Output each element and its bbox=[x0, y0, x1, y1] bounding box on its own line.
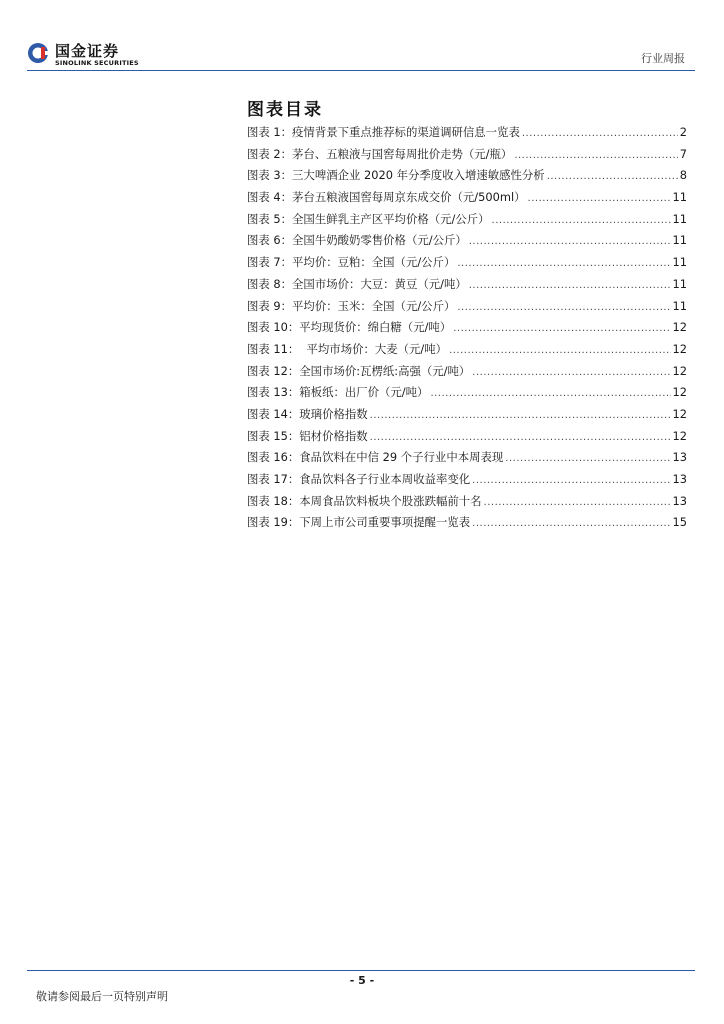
toc-entry-label: 图表 17：食品饮料各子行业本周收益率变化 bbox=[247, 472, 471, 486]
sinolink-logo-icon bbox=[27, 42, 49, 64]
page-header bbox=[27, 40, 695, 72]
toc-entry-label: 图表 6：全国牛奶酸奶零售价格（元/公斤） bbox=[247, 233, 467, 248]
toc-entry-page: 13 bbox=[672, 493, 687, 508]
toc-entry-page: 12 bbox=[672, 428, 687, 443]
toc-entry[interactable] bbox=[247, 363, 687, 385]
toc-entry[interactable] bbox=[247, 189, 687, 211]
toc-leader-dots bbox=[449, 345, 670, 356]
toc-entry-page: 15 bbox=[672, 515, 687, 530]
toc-leader-dots bbox=[469, 236, 671, 247]
toc-entry[interactable] bbox=[247, 384, 687, 406]
toc-entry[interactable] bbox=[247, 211, 687, 233]
toc-entry-label: 图表 9：平均价：玉米：全国（元/公斤） bbox=[247, 298, 456, 313]
toc-entry-label: 图表 12：全国市场价:瓦楞纸:高强（元/吨） bbox=[247, 363, 471, 378]
page-number: - 5 - bbox=[349, 974, 375, 987]
toc-entry-page: 12 bbox=[672, 341, 687, 356]
toc-leader-dots bbox=[505, 453, 670, 464]
logo-english-name: SINOLINK SECURITIES bbox=[55, 59, 139, 67]
toc-entry-label: 图表 1：疫情背景下重点推荐标的渠道调研信息一览表 bbox=[247, 125, 520, 139]
toc-entry-page: 11 bbox=[672, 190, 687, 205]
toc-leader-dots bbox=[469, 280, 671, 291]
toc-entry-page: 11 bbox=[672, 276, 687, 291]
toc-entry[interactable] bbox=[247, 341, 687, 363]
toc-entry-page: 13 bbox=[672, 472, 687, 486]
toc-entry-label: 图表 2：茅台、五粮液与国窖每周批价走势（元/瓶） bbox=[247, 146, 513, 161]
toc-entry[interactable] bbox=[247, 276, 687, 298]
toc-entry[interactable] bbox=[247, 471, 687, 493]
toc-entry[interactable] bbox=[247, 298, 687, 320]
toc-leader-dots bbox=[370, 432, 671, 443]
toc-entry-label: 图表 13：箱板纸：出厂价（元/吨） bbox=[247, 385, 429, 400]
toc-entry[interactable] bbox=[247, 449, 687, 471]
toc-entry-label: 图表 11： 平均市场价：大麦（元/吨） bbox=[247, 341, 448, 356]
disclaimer-note: 敬请参阅最后一页特别声明 bbox=[36, 990, 168, 1003]
toc-entry-page: 12 bbox=[672, 406, 687, 421]
toc-entry-page: 11 bbox=[672, 255, 687, 270]
toc-leader-dots bbox=[514, 150, 677, 161]
toc-entry-label: 图表 19：下周上市公司重要事项提醒一览表 bbox=[247, 515, 471, 530]
toc-leader-dots bbox=[484, 497, 671, 508]
toc-leader-dots bbox=[547, 171, 678, 182]
toc-entry-page: 11 bbox=[672, 298, 687, 313]
toc-leader-dots bbox=[472, 367, 670, 378]
toc-leader-dots bbox=[528, 193, 671, 204]
toc-entry-page: 12 bbox=[672, 320, 687, 335]
toc-entry-page: 2 bbox=[679, 125, 687, 139]
logo-chinese-name: 国金证券 bbox=[55, 42, 120, 60]
toc-entry-label: 图表 15：铝材价格指数 bbox=[247, 428, 368, 443]
toc-entry-page: 11 bbox=[672, 211, 687, 226]
toc-entry[interactable] bbox=[247, 493, 687, 515]
toc-entry-label: 图表 4：茅台五粮液国窖每周京东成交价（元/500ml） bbox=[247, 190, 526, 205]
toc-leader-dots bbox=[430, 388, 670, 399]
footer-divider bbox=[27, 970, 695, 971]
toc-leader-dots bbox=[370, 410, 671, 421]
toc-entry-page: 7 bbox=[679, 146, 687, 161]
toc-leader-dots bbox=[457, 258, 670, 269]
toc-entry-page: 8 bbox=[679, 168, 687, 183]
toc-leader-dots bbox=[453, 323, 670, 334]
header-divider bbox=[27, 70, 695, 71]
toc-entry-page: 12 bbox=[672, 363, 687, 378]
toc-entry-label: 图表 3：三大啤酒企业 2020 年分季度收入增速敏感性分析 bbox=[247, 168, 545, 183]
toc-entry-label: 图表 5：全国生鲜乳主产区平均价格（元/公斤） bbox=[247, 211, 490, 226]
toc-entry[interactable] bbox=[247, 428, 687, 450]
toc-entry-label: 图表 10：平均现货价：绵白糖（元/吨） bbox=[247, 320, 452, 335]
toc-entry[interactable] bbox=[247, 146, 687, 168]
toc-leader-dots bbox=[492, 215, 671, 226]
toc-entry[interactable] bbox=[247, 167, 687, 189]
toc-entry[interactable] bbox=[247, 319, 687, 341]
toc-leader-dots bbox=[472, 518, 670, 529]
toc-entry[interactable] bbox=[247, 124, 687, 146]
toc-leader-dots bbox=[472, 475, 670, 486]
toc-list bbox=[247, 124, 687, 536]
toc-entry-page: 12 bbox=[672, 385, 687, 400]
toc-entry[interactable] bbox=[247, 254, 687, 276]
toc-title: 图表目录 bbox=[247, 100, 323, 120]
toc-entry-label: 图表 8：全国市场价：大豆：黄豆（元/吨） bbox=[247, 276, 467, 291]
toc-leader-dots bbox=[522, 128, 678, 139]
toc-entry[interactable] bbox=[247, 232, 687, 254]
report-type: 行业周报 bbox=[641, 52, 685, 65]
toc-entry[interactable] bbox=[247, 514, 687, 536]
toc-entry[interactable] bbox=[247, 406, 687, 428]
toc-entry-page: 13 bbox=[672, 450, 687, 465]
toc-leader-dots bbox=[457, 302, 670, 313]
toc-entry-label: 图表 18：本周食品饮料板块个股涨跌幅前十名 bbox=[247, 493, 482, 508]
toc-entry-label: 图表 16：食品饮料在中信 29 个子行业中本周表现 bbox=[247, 450, 504, 465]
toc-entry-label: 图表 14：玻璃价格指数 bbox=[247, 406, 368, 421]
toc-entry-page: 11 bbox=[672, 233, 687, 248]
toc-entry-label: 图表 7：平均价：豆粕：全国（元/公斤） bbox=[247, 255, 456, 270]
